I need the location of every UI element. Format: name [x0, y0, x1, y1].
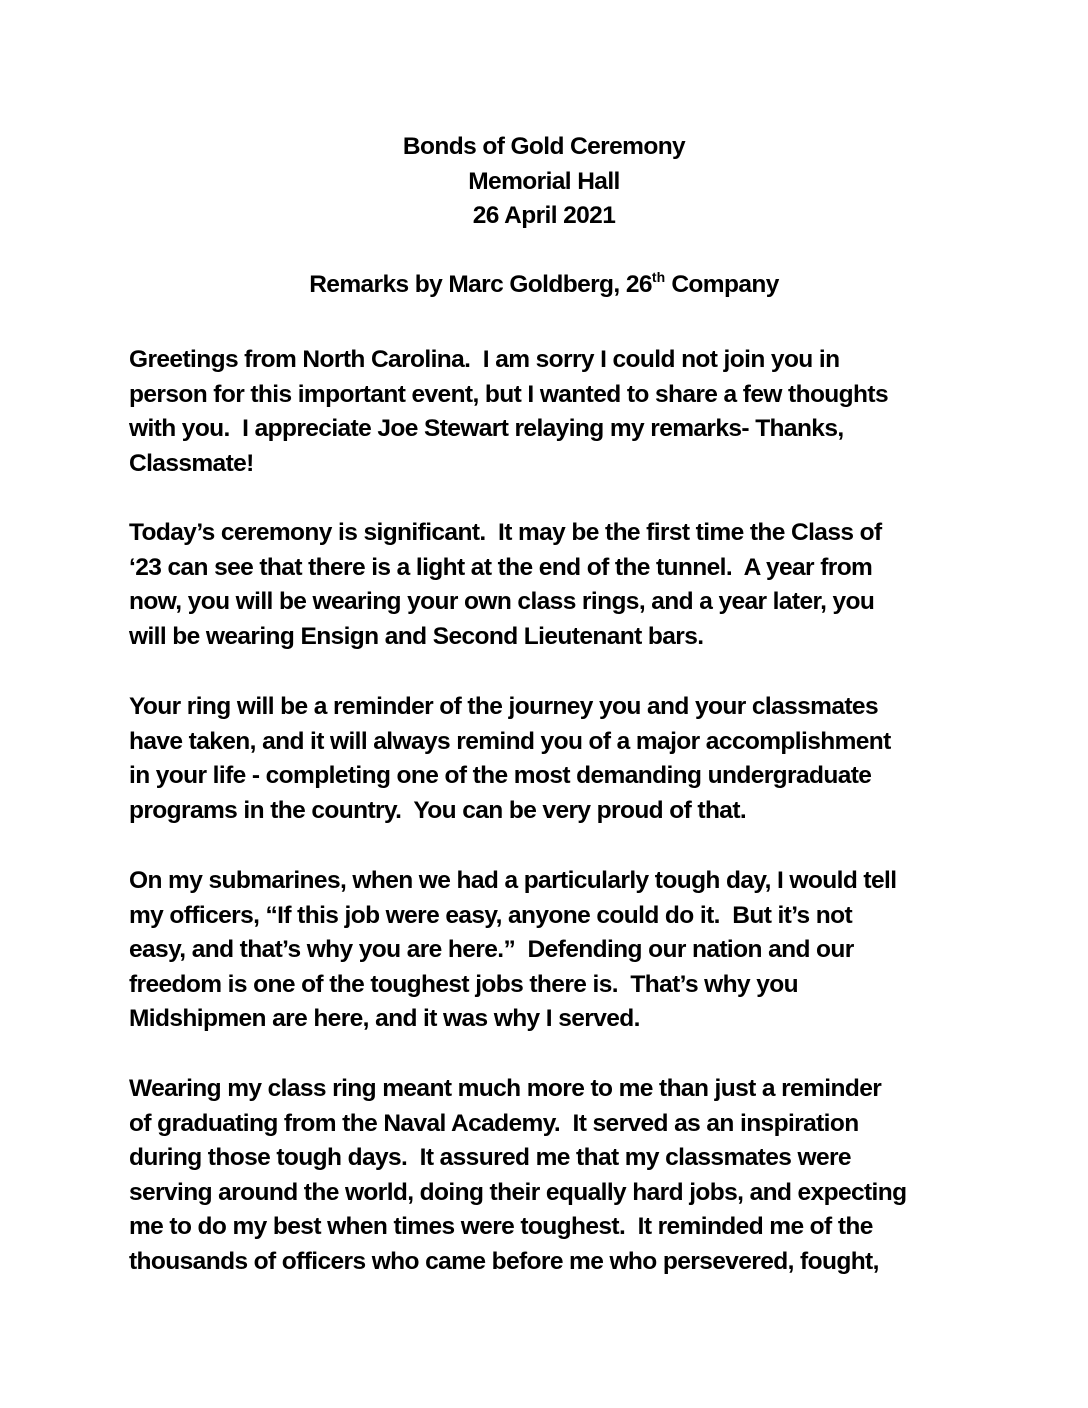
paragraph-ceremony-significance	[129, 516, 969, 654]
paragraph-line: have taken, and it will always remind you of a major accomplishment	[129, 727, 891, 755]
paragraph-line: Classmate!	[129, 449, 254, 477]
paragraph-line: programs in the country. You can be very proud of that.	[129, 796, 747, 824]
paragraph-greetings	[129, 343, 969, 481]
paragraph-line: freedom is one of the toughest jobs there is. That’s why you	[129, 970, 798, 998]
paragraph-line: my officers, “If this job were easy, anyone could do it. But it’s not	[129, 901, 853, 929]
paragraph-line: ‘23 can see that there is a light at the end of the tunnel. A year from	[129, 553, 873, 581]
remarks-byline	[0, 268, 1088, 305]
paragraph-line: On my submarines, when we had a particularly tough day, I would tell	[129, 867, 897, 894]
paragraph-line: Wearing my class ring meant much more to me than just a reminder	[129, 1075, 882, 1102]
paragraph-ring-reminder	[129, 690, 969, 828]
paragraph-line: of graduating from the Naval Academy. It served as an inspiration	[129, 1109, 859, 1137]
paragraph-line: thousands of officers who came before me who persevered, fought,	[129, 1247, 879, 1275]
paragraph-line: with you. I appreciate Joe Stewart relaying my remarks- Thanks,	[129, 415, 844, 443]
paragraph-line: in your life - completing one of the most demanding undergraduate	[129, 762, 872, 790]
remarks-byline-text: Remarks by Marc Goldberg, 26	[309, 271, 652, 298]
paragraph-class-ring	[129, 1072, 969, 1280]
ordinal-suffix: th	[651, 269, 666, 285]
paragraph-line: during those tough days. It assured me that my classmates were	[129, 1144, 851, 1172]
paragraph-line: will be wearing Ensign and Second Lieutenant bars.	[129, 622, 704, 650]
paragraph-line: serving around the world, doing their equally hard jobs, and expecting	[129, 1178, 907, 1206]
paragraph-line: Your ring will be a reminder of the journey you and your classmates	[129, 693, 878, 720]
paragraph-submarines	[129, 864, 969, 1037]
paragraph-line: Greetings from North Carolina. I am sorry I could not join you in	[129, 346, 840, 373]
ceremony-location: Memorial Hall	[468, 167, 620, 195]
paragraph-line: now, you will be wearing your own class rings, and a year later, you	[129, 588, 875, 616]
ceremony-date: 26 April 2021	[472, 202, 616, 229]
paragraph-line: easy, and that’s why you are here.” Defending our nation and our	[129, 936, 854, 964]
paragraph-line: Midshipmen are here, and it was why I served.	[129, 1005, 640, 1033]
remarks-byline-company: Company	[665, 271, 779, 298]
ceremony-title: Bonds of Gold Ceremony	[402, 133, 686, 160]
paragraph-line: person for this important event, but I wanted to share a few thoughts	[129, 380, 888, 408]
paragraph-line: me to do my best when times were toughest. It reminded me of the	[129, 1213, 873, 1241]
document-header	[0, 130, 1088, 234]
paragraph-line: Today’s ceremony is significant. It may be the first time the Class of	[129, 519, 882, 546]
